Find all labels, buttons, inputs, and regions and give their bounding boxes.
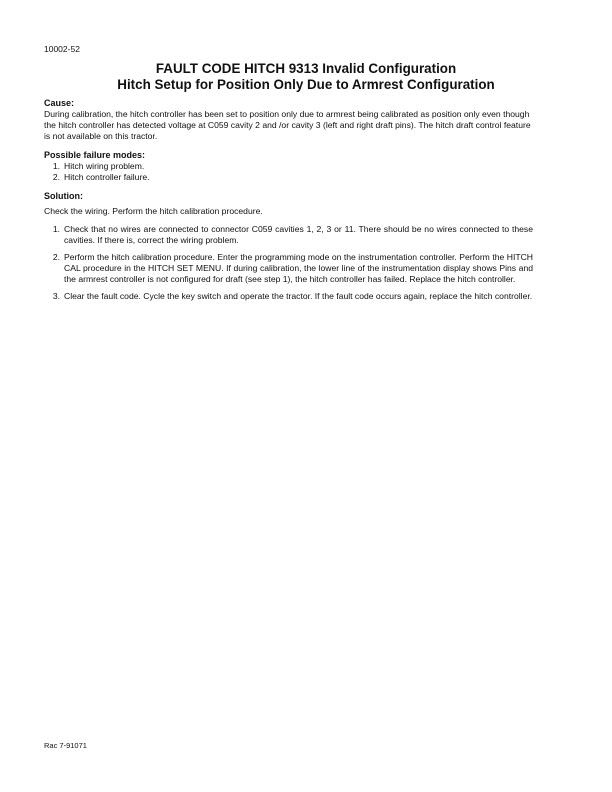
page-number: 10002-52: [44, 44, 80, 54]
step-text: Perform the hitch calibration procedure. Enter the programming mode on the instrumentation controller. Perform the HITCH CAL procedure in the HITCH SET MENU. If during calibration, the lower line of the instrumentation display shows Pins and the armrest controller is not configured for draft (see step 1), the hitch controller has failed. Replace the hitch controller.: [64, 252, 533, 284]
list-item-number: 1.: [52, 161, 60, 171]
failure-modes-list: [44, 161, 533, 183]
step-text: Clear the fault code. Cycle the key switch and operate the tractor. If the fault code occurs again, replace the hitch controller.: [64, 291, 533, 301]
solution-step: [44, 252, 533, 285]
solution-step: [44, 291, 533, 302]
solution-heading: Solution:: [44, 191, 83, 201]
list-item-text: Hitch controller failure.: [64, 172, 150, 182]
step-number: 2.: [52, 252, 60, 262]
list-item-number: 2.: [52, 172, 60, 182]
list-item-text: Hitch wiring problem.: [64, 161, 145, 171]
page-title: [0, 61, 612, 93]
cause-text: During calibration, the hitch controller has been set to position only due to armrest being calibrated as position only even though the hitch controller has detected voltage at C059 cavity 2 and /or cavity 3 (left and right draft pins). The hitch draft control feature is not available on this tractor.: [44, 109, 531, 141]
solution-intro: Check the wiring. Perform the hitch calibration procedure.: [44, 206, 263, 216]
list-item: [44, 172, 533, 183]
title-line-2: Hitch Setup for Position Only Due to Armrest Configuration: [117, 77, 495, 92]
step-number: 1.: [52, 224, 60, 234]
document-body: [44, 98, 533, 308]
step-number: 3.: [52, 291, 60, 301]
solution-step: [44, 224, 533, 246]
cause-heading: Cause:: [44, 98, 75, 108]
list-item: [44, 161, 533, 172]
step-text: Check that no wires are connected to connector C059 cavities 1, 2, 3 or 11. There should be no wires connected to these cavities. If there is, correct the wiring problem.: [64, 224, 533, 245]
failure-modes-heading: Possible failure modes:: [44, 150, 146, 160]
title-line-1: FAULT CODE HITCH 9313 Invalid Configuration: [155, 61, 457, 76]
solution-steps: [44, 224, 533, 302]
document-code: Rac 7-91071: [44, 741, 87, 750]
